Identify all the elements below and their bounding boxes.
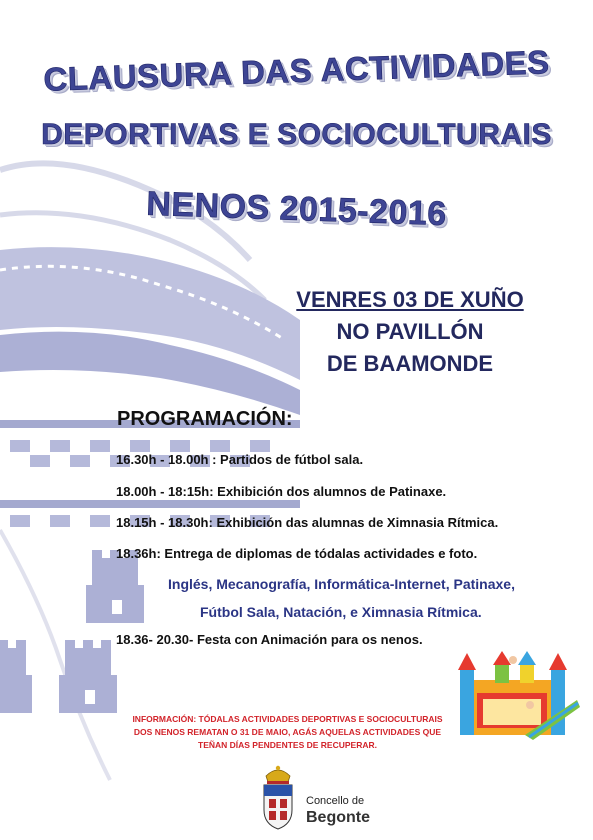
organizer-line-1: Concello de [306,795,365,807]
info-line-1: INFORMACIÓN: TÓDALAS ACTIVIDADES DEPORTIVAS E SOCIOCULTURAIS [132,714,443,724]
programme-heading: PROGRAMACIÓN: [117,408,293,430]
programme-item-3: 18.15h - 18.30h: Exhibición das alumnas de Ximnasia Rítmica. [116,515,499,530]
programme-item-4: 18.36h: Entrega de diplomas de tódalas actividades e foto. [116,546,478,561]
title-line-2: DEPORTIVAS E SOCIOCULTURAIS [41,118,552,151]
event-date: VENRES 03 DE XUÑO [296,287,524,312]
info-note [110,713,465,752]
title-line-1: CLAUSURA DAS ACTIVIDADES [42,43,551,98]
activities-line-1: Inglés, Mecanografía, Informática-Internet, Patinaxe, [168,576,515,592]
programme-item-5: 18.36- 20.30- Festa con Animación para os nenos. [116,632,423,647]
info-line-3: TEÑAN DÍAS PENDENTES DE RECUPERAR. [198,740,377,750]
event-place-line-1: NO PAVILLÓN [336,319,484,344]
organizer-line-2: Begonte [306,809,370,826]
programme-item-2: 18.00h - 18:15h: Exhibición dos alumnos de Patinaxe. [116,484,447,499]
programme-item-1: 16.30h - 18.00h : Partidos de fútbol sala. [116,452,364,467]
bouncy-castle-image [455,645,580,745]
event-place-line-2: DE BAAMONDE [326,351,494,376]
begonte-shield-logo [258,762,298,832]
title-line-3: NENOS 2015-2016 [145,184,448,234]
activities-line-2: Fútbol Sala, Natación, e Ximnasia Rítmica. [200,604,482,620]
info-line-2: DOS NENOS REMATAN O 31 DE MAIO, AGÁS AQUELAS ACTIVIDADES QUE [133,727,442,737]
